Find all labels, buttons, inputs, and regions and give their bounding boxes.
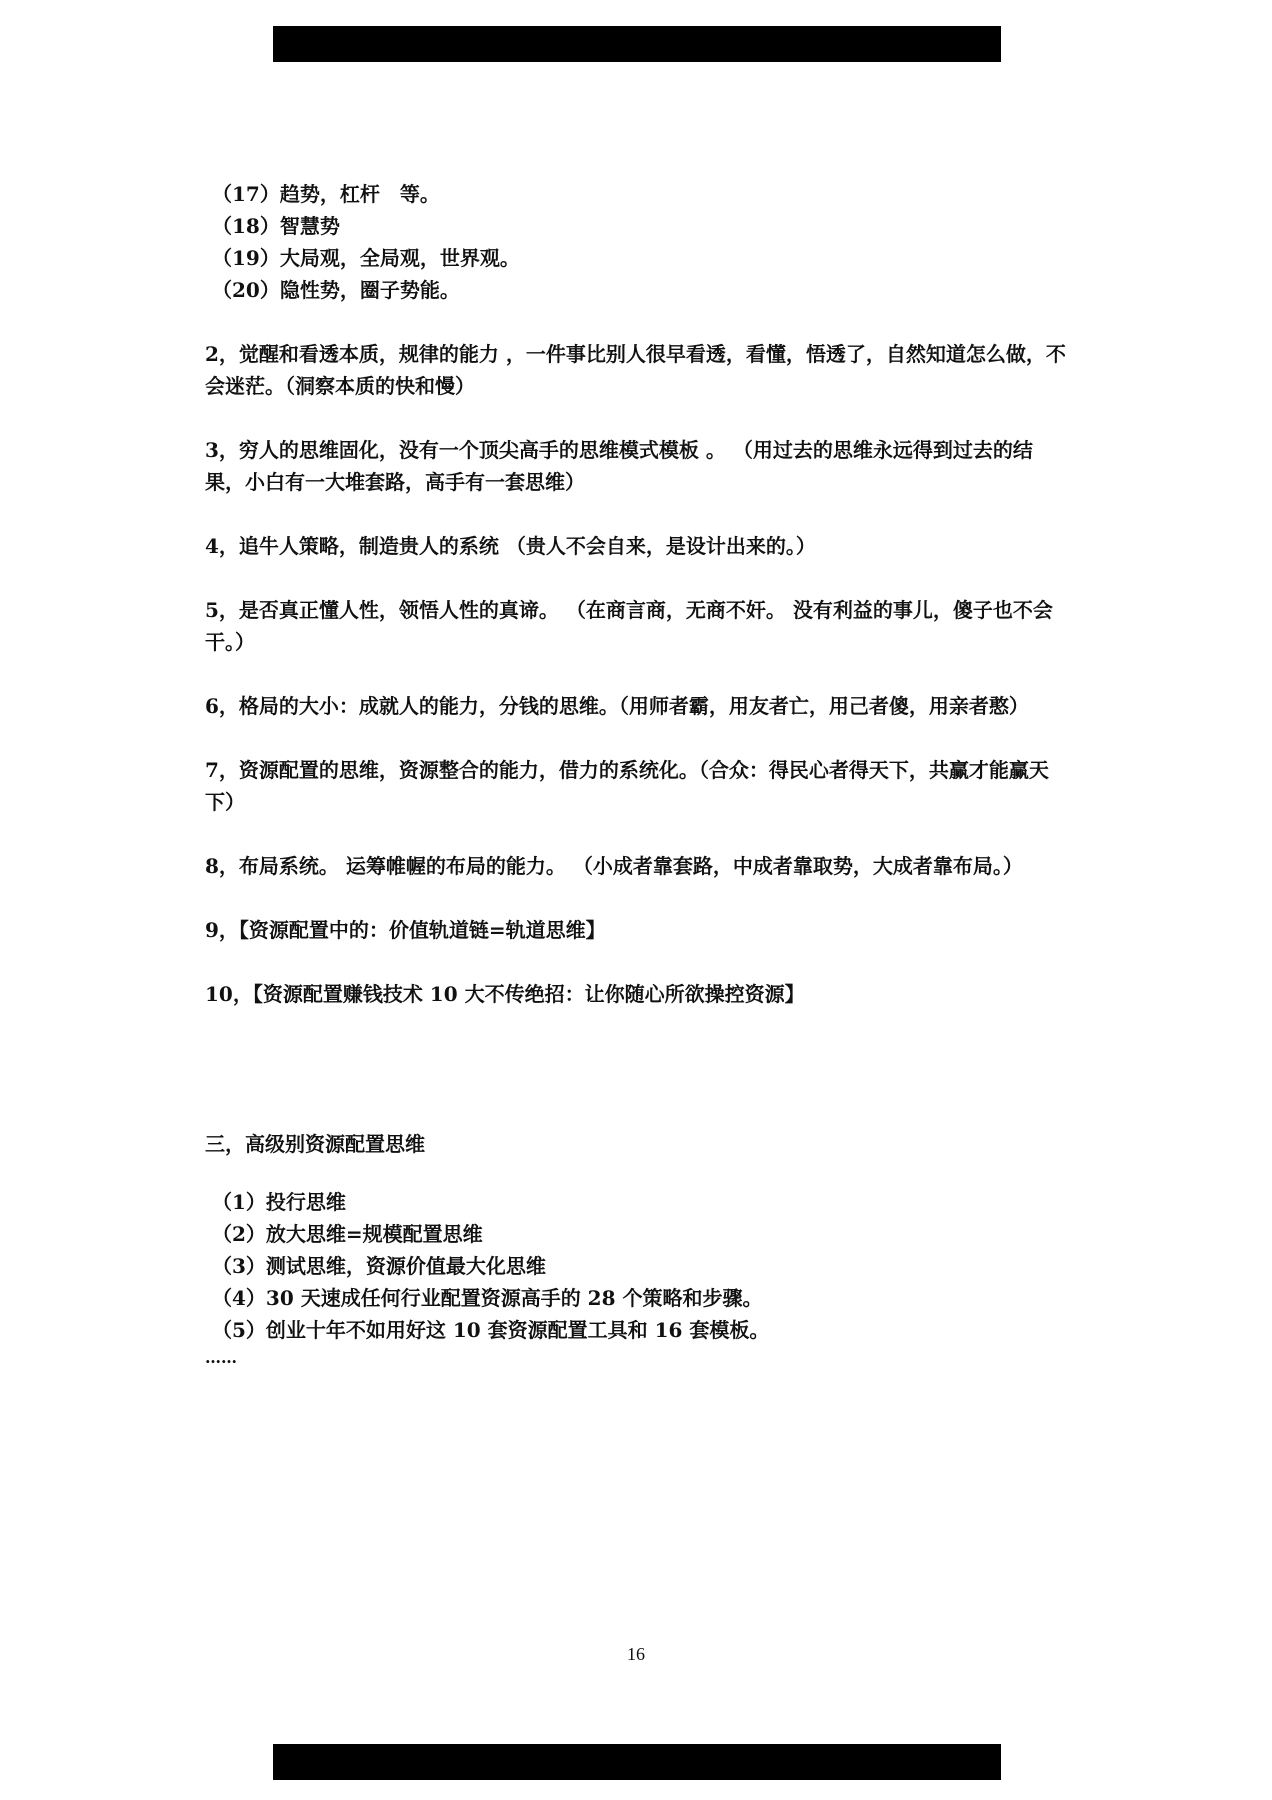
list-top	[205, 178, 1070, 306]
paragraph-6: 6，格局的大小：成就人的能力，分钱的思维。（用师者霸，用友者亡，用己者傻，用亲者憨）	[205, 694, 1029, 718]
ellipsis: ……	[205, 1348, 237, 1367]
list-item: （19）大局观，全局观，世界观。	[212, 246, 520, 270]
paragraph-2: 2，觉醒和看透本质，规律的能力 ，一件事比别人很早看透，看懂，悟透了，自然知道怎么做，不会迷茫。（洞察本质的快和慢）	[205, 342, 1066, 398]
list-item: （1）投行思维	[212, 1190, 346, 1214]
paragraph-3: 3，穷人的思维固化，没有一个顶尖高手的思维模式模板 。 （用过去的思维永远得到过去的结果，小白有一大堆套路，高手有一套思维）	[205, 438, 1033, 494]
list-item: （2）放大思维=规模配置思维	[212, 1222, 483, 1246]
page-content	[205, 178, 1070, 1370]
paragraph-10: 10，【资源配置赚钱技术 10 大不传绝招：让你随心所欲操控资源】	[205, 982, 805, 1006]
section-heading: 三，高级别资源配置思维	[205, 1132, 425, 1156]
bottom-redaction-bar	[273, 1744, 1001, 1780]
list-item: （5）创业十年不如用好这 10 套资源配置工具和 16 套模板。	[212, 1318, 770, 1342]
list-item: （17）趋势，杠杆 等。	[212, 182, 440, 206]
page-number: 16	[627, 1644, 645, 1664]
list-item: （3）测试思维，资源价值最大化思维	[212, 1254, 546, 1278]
list-item: （20）隐性势，圈子势能。	[212, 278, 460, 302]
list-bottom	[205, 1186, 1070, 1346]
paragraph-7: 7，资源配置的思维，资源整合的能力，借力的系统化。（合众：得民心者得天下，共赢才能赢天下）	[205, 758, 1049, 814]
paragraph-9: 9，【资源配置中的：价值轨道链=轨道思维】	[205, 918, 606, 942]
paragraph-5: 5，是否真正懂人性，领悟人性的真谛。 （在商言商，无商不奸。 没有利益的事儿，傻子也不会干。）	[205, 598, 1053, 654]
list-item: （4）30 天速成任何行业配置资源高手的 28 个策略和步骤。	[212, 1286, 763, 1310]
list-item: （18）智慧势	[212, 214, 340, 238]
paragraph-8: 8，布局系统。 运筹帷幄的布局的能力。 （小成者靠套路，中成者靠取势，大成者靠布局。）	[205, 854, 1023, 878]
paragraph-4: 4，追牛人策略，制造贵人的系统 （贵人不会自来，是设计出来的。）	[205, 534, 816, 558]
top-redaction-bar	[273, 26, 1001, 62]
